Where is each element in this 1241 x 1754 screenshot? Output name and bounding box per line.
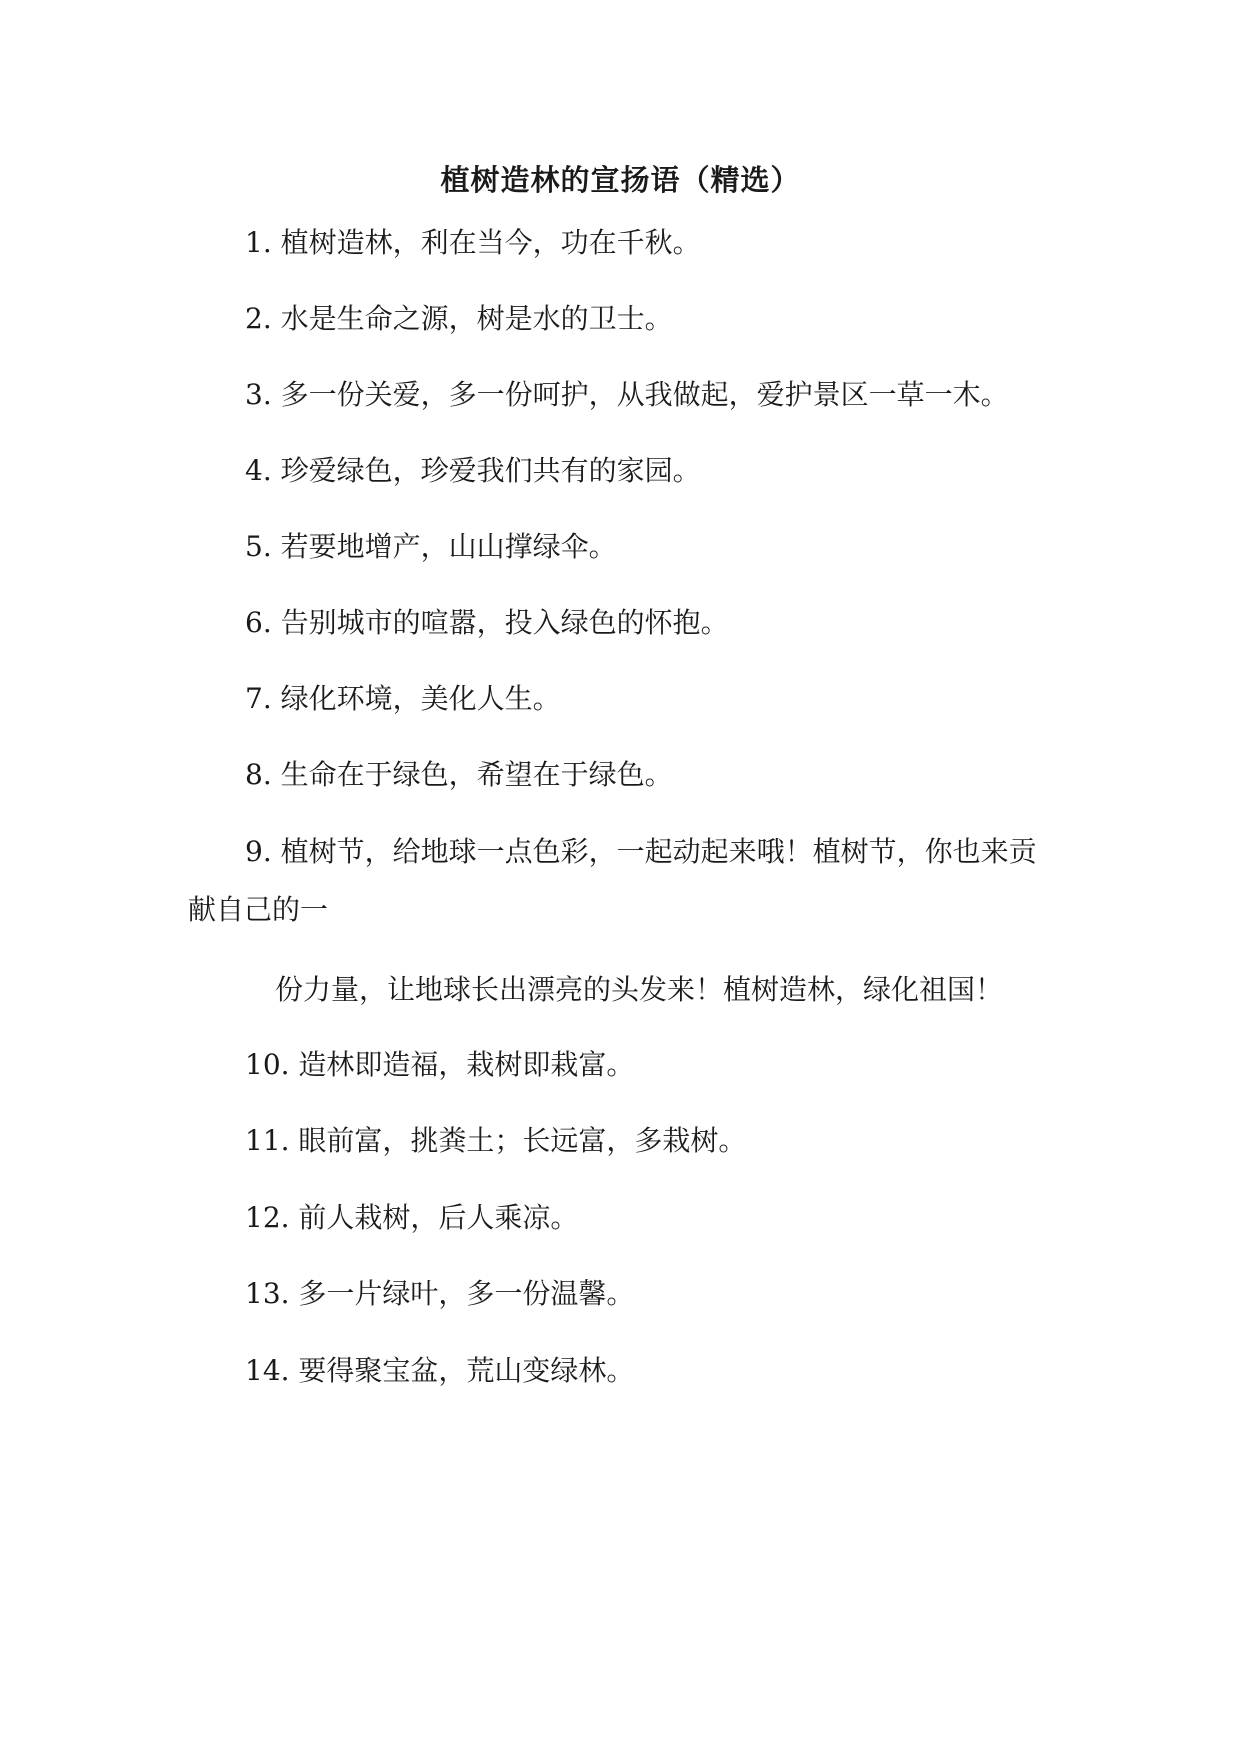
slogan-item-4: 4. 珍爱绿色，珍爱我们共有的家园。 (245, 454, 701, 487)
slogan-item-12: 12. 前人栽树，后人乘凉。 (245, 1201, 579, 1234)
slogan-item-9-wrap: 献自己的一 (188, 893, 329, 926)
slogan-item-11: 11. 眼前富，挑粪土；长远富，多栽树。 (245, 1124, 747, 1157)
slogan-item-8: 8. 生命在于绿色，希望在于绿色。 (245, 758, 673, 791)
slogan-item-3: 3. 多一份关爱，多一份呵护，从我做起，爱护景区一草一木。 (245, 378, 1009, 411)
slogan-item-9: 9. 植树节，给地球一点色彩，一起动起来哦！植树节，你也来贡 (245, 835, 1037, 868)
slogan-item-9-continuation: 份力量，让地球长出漂亮的头发来！植树造林，绿化祖国！ (275, 973, 1004, 1006)
slogan-item-13: 13. 多一片绿叶，多一份温馨。 (245, 1277, 635, 1310)
slogan-item-2: 2. 水是生命之源，树是水的卫士。 (245, 302, 673, 335)
slogan-item-7: 7. 绿化环境，美化人生。 (245, 682, 561, 715)
slogan-item-14: 14. 要得聚宝盆，荒山变绿林。 (245, 1354, 635, 1387)
slogan-item-6: 6. 告别城市的喧嚣，投入绿色的怀抱。 (245, 606, 729, 639)
slogan-item-1: 1. 植树造林，利在当今，功在千秋。 (245, 226, 701, 259)
document-title: 植树造林的宣扬语（精选） (440, 163, 801, 197)
slogan-item-10: 10. 造林即造福，栽树即栽富。 (245, 1048, 635, 1081)
slogan-item-5: 5. 若要地增产，山山撑绿伞。 (245, 530, 617, 563)
